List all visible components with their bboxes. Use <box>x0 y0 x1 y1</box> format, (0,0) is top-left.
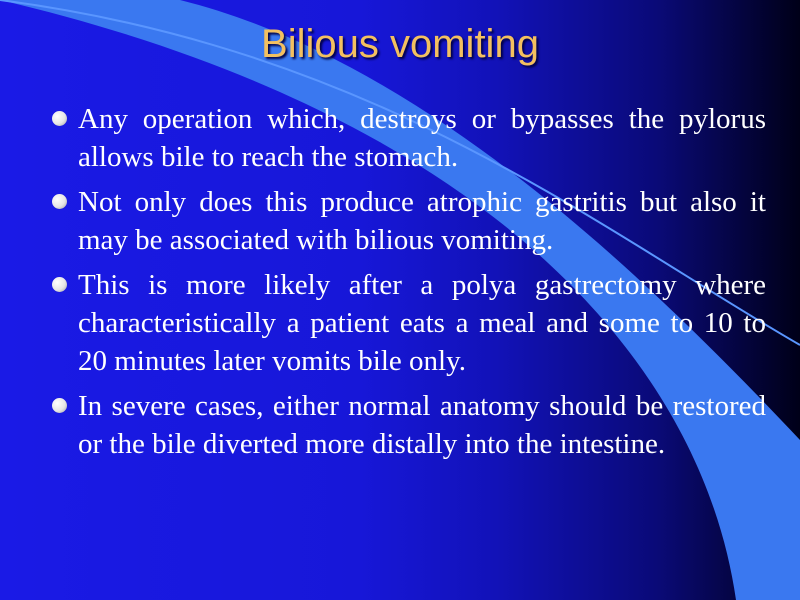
bullet-dot-icon <box>52 277 67 292</box>
bullet-text: In severe cases, either normal anatomy should be restored or the bile diverted more distally into the intestine. <box>78 390 766 460</box>
bullet-dot-icon <box>52 111 67 126</box>
bullet-item <box>50 183 766 259</box>
bullet-text: Any operation which, destroys or bypasses the pylorus allows bile to reach the stomach. <box>78 103 766 173</box>
bullet-dot-icon <box>52 398 67 413</box>
bullet-text: Not only does this produce atrophic gastritis but also it may be associated with bilious vomiting. <box>78 186 766 256</box>
bullet-text: This is more likely after a polya gastrectomy where characteristically a patient eats a meal and some to 10 to 20 minutes later vomits bile only. <box>78 269 766 377</box>
bullet-item <box>50 266 766 380</box>
slide-title: Bilious vomiting <box>261 22 539 66</box>
bullet-dot-icon <box>52 194 67 209</box>
bullet-list <box>50 100 766 470</box>
bullet-item <box>50 100 766 176</box>
bullet-item <box>50 387 766 463</box>
